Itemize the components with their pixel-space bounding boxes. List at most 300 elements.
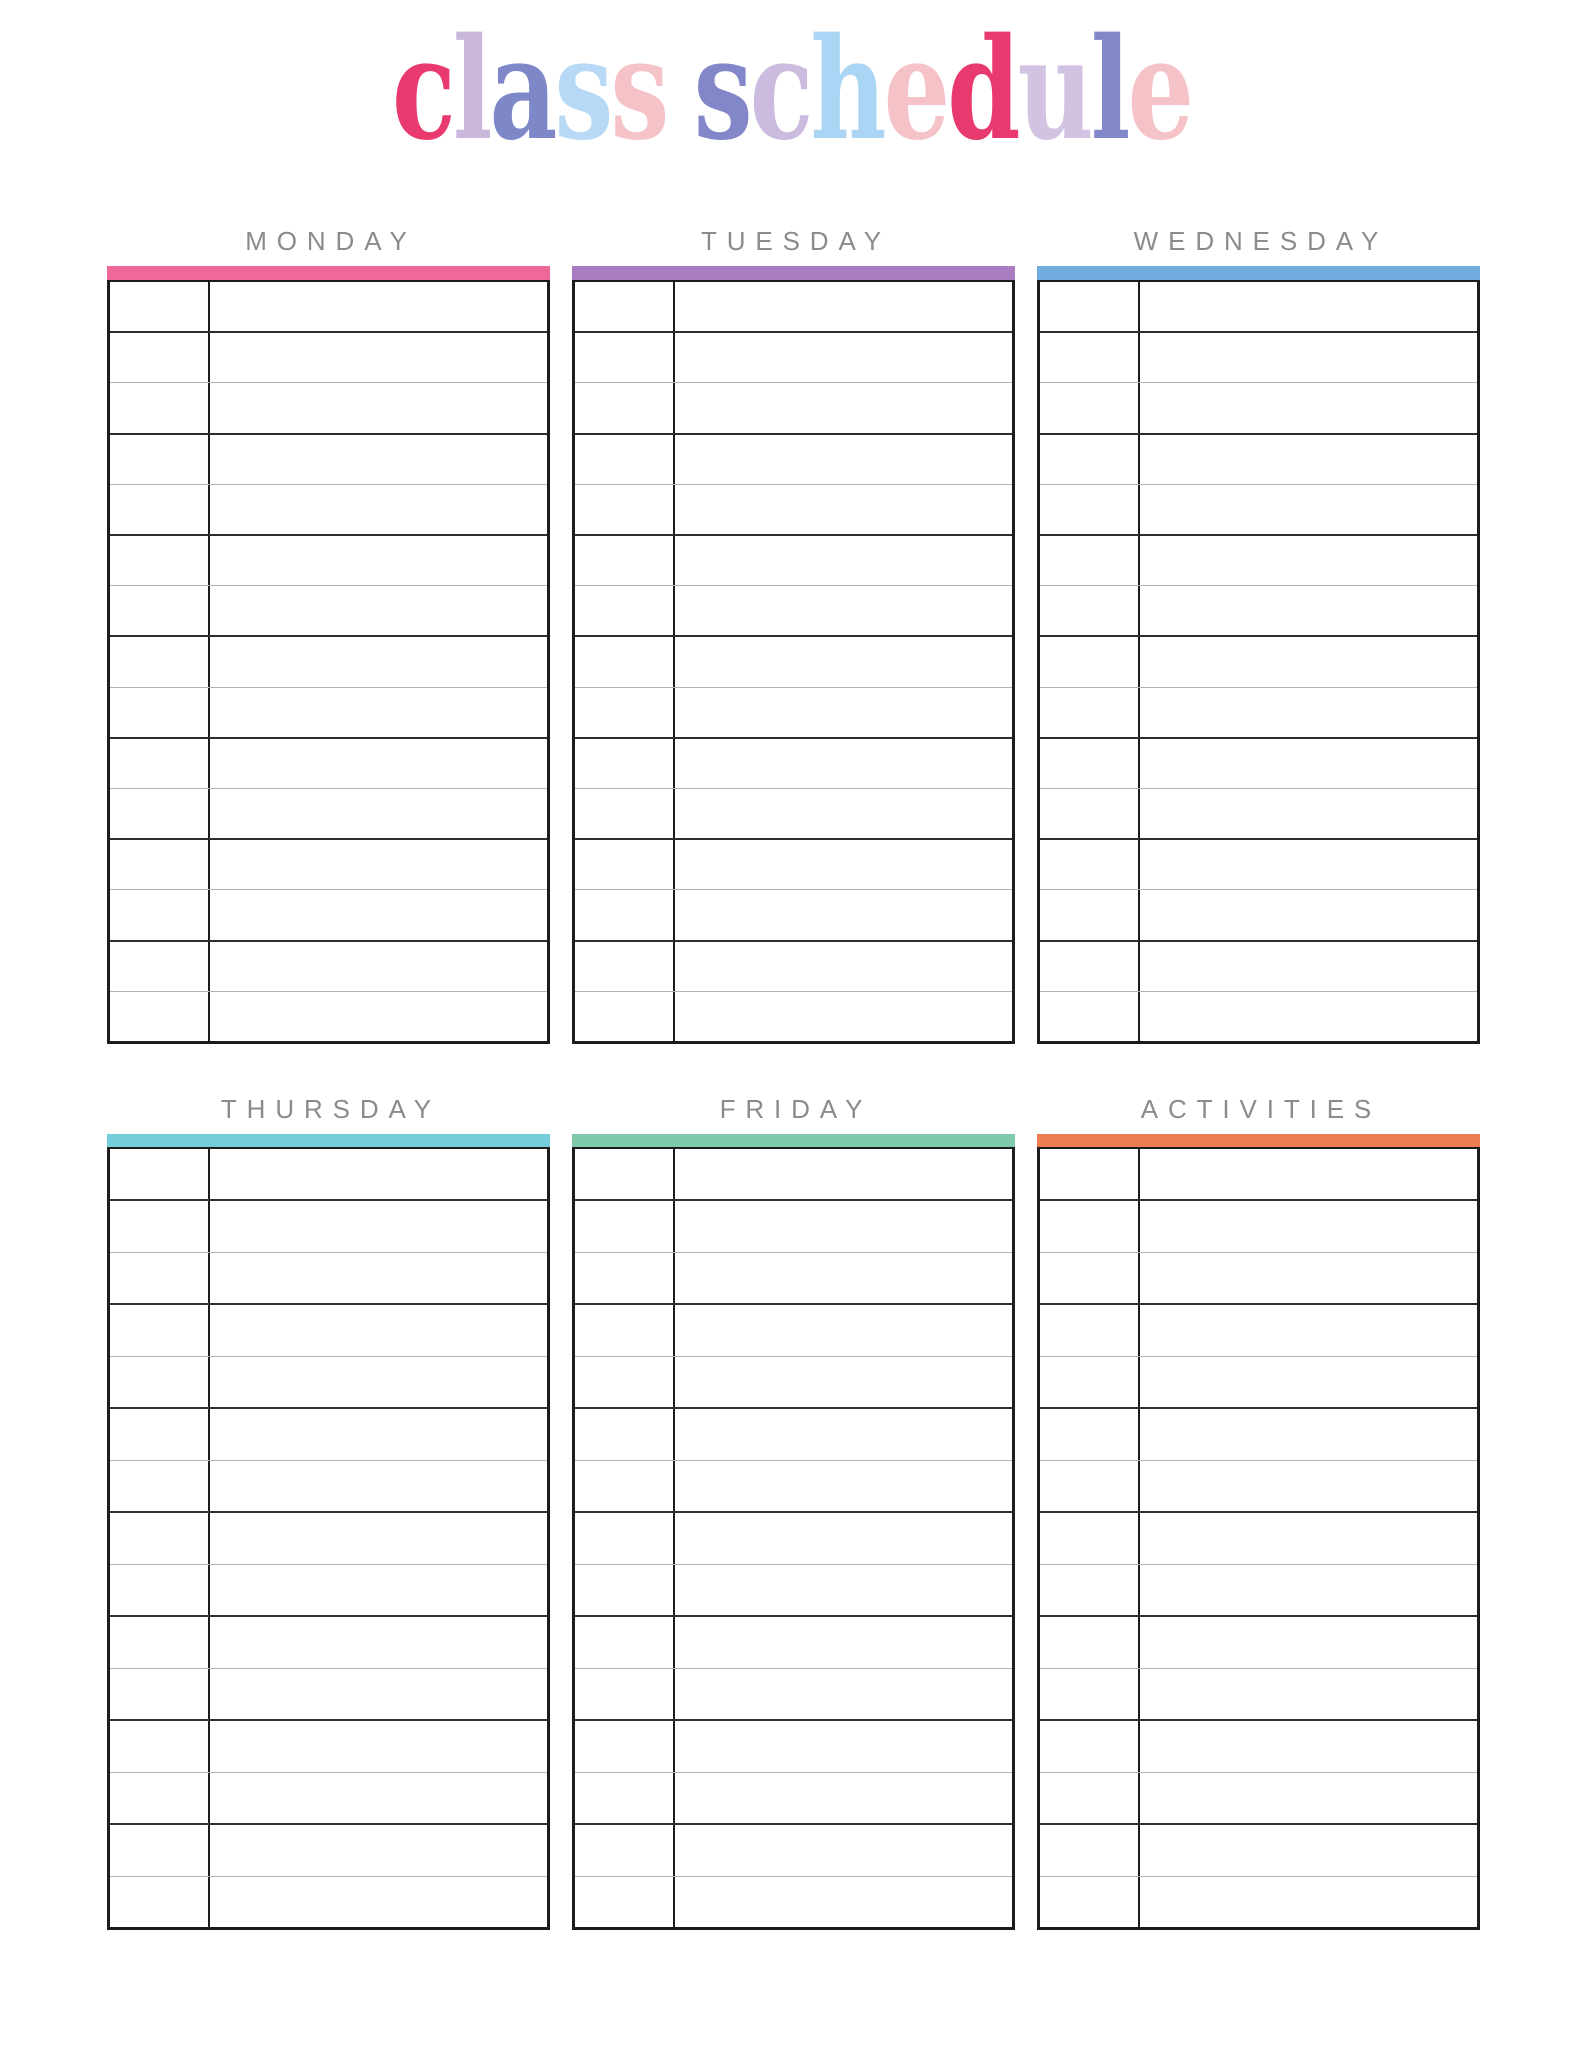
time-cell <box>110 1513 210 1563</box>
time-cell <box>110 992 210 1041</box>
entry-cell <box>675 1721 1012 1771</box>
entry-cell <box>210 1773 547 1823</box>
time-cell <box>110 1721 210 1771</box>
time-cell <box>575 1617 675 1667</box>
entry-cell <box>675 1357 1012 1407</box>
schedule-row <box>1040 838 1477 889</box>
title-letter: a <box>489 8 555 172</box>
schedule-row <box>110 1564 547 1615</box>
time-cell <box>110 383 210 432</box>
time-cell <box>1040 282 1140 331</box>
schedule-row <box>575 1876 1012 1927</box>
time-cell <box>575 739 675 788</box>
title-letter: l <box>452 8 490 172</box>
time-cell <box>110 435 210 484</box>
panel-accent-bar <box>1037 1134 1480 1147</box>
time-cell <box>575 536 675 585</box>
entry-cell <box>675 383 1012 432</box>
panel-tuesday <box>572 218 1015 1044</box>
entry-cell <box>1140 637 1477 686</box>
panel-accent-bar <box>572 1134 1015 1147</box>
entry-cell <box>1140 1877 1477 1927</box>
time-cell <box>110 1565 210 1615</box>
title-letter: s <box>693 8 750 172</box>
entry-cell <box>1140 1617 1477 1667</box>
entry-cell <box>675 942 1012 991</box>
schedule-row <box>1040 585 1477 635</box>
schedule-row <box>1040 1356 1477 1407</box>
entry-cell <box>210 942 547 991</box>
schedule-row <box>1040 1303 1477 1355</box>
time-cell <box>575 688 675 737</box>
schedule-row <box>1040 788 1477 838</box>
entry-cell <box>210 333 547 382</box>
entry-cell <box>1140 1461 1477 1511</box>
time-cell <box>110 1669 210 1719</box>
schedule-row <box>575 1511 1012 1563</box>
entry-cell <box>675 1825 1012 1875</box>
entry-cell <box>1140 1357 1477 1407</box>
entry-cell <box>210 789 547 838</box>
title-letter: e <box>883 8 948 172</box>
entry-cell <box>675 1565 1012 1615</box>
time-cell <box>1040 586 1140 635</box>
schedule-row <box>110 889 547 939</box>
schedule-table-thursday <box>107 1147 550 1930</box>
time-cell <box>575 1773 675 1823</box>
schedule-row <box>110 1252 547 1303</box>
schedule-row <box>110 1356 547 1407</box>
time-cell <box>110 890 210 939</box>
schedule-row <box>1040 282 1477 331</box>
title-letter: h <box>810 8 884 172</box>
time-cell <box>575 992 675 1041</box>
entry-cell <box>210 1877 547 1927</box>
schedule-grid-top <box>107 218 1480 1044</box>
time-cell <box>110 1825 210 1875</box>
schedule-row <box>110 534 547 585</box>
schedule-row <box>1040 1149 1477 1199</box>
schedule-row <box>575 788 1012 838</box>
panel-accent-bar <box>1037 266 1480 280</box>
schedule-grid-bottom <box>107 1086 1480 1930</box>
schedule-row <box>575 1252 1012 1303</box>
time-cell <box>575 890 675 939</box>
time-cell <box>110 1149 210 1199</box>
entry-cell <box>210 1149 547 1199</box>
time-cell <box>1040 1513 1140 1563</box>
time-cell <box>575 333 675 382</box>
title-letter: c <box>391 8 453 172</box>
schedule-row <box>1040 687 1477 737</box>
entry-cell <box>1140 890 1477 939</box>
schedule-row <box>110 1199 547 1251</box>
panel-thursday <box>107 1086 550 1930</box>
panel-accent-bar <box>572 266 1015 280</box>
entry-cell <box>1140 1669 1477 1719</box>
schedule-row <box>110 838 547 889</box>
schedule-row <box>110 940 547 991</box>
entry-cell <box>1140 688 1477 737</box>
entry-cell <box>1140 1409 1477 1459</box>
schedule-row <box>575 889 1012 939</box>
schedule-row <box>575 737 1012 788</box>
panel-activities <box>1037 1086 1480 1930</box>
time-cell <box>575 1877 675 1927</box>
schedule-row <box>110 484 547 534</box>
entry-cell <box>210 1513 547 1563</box>
time-cell <box>1040 637 1140 686</box>
schedule-row <box>110 1303 547 1355</box>
schedule-row <box>575 1199 1012 1251</box>
time-cell <box>110 688 210 737</box>
entry-cell <box>1140 1253 1477 1303</box>
schedule-row <box>575 282 1012 331</box>
title-letter: s <box>554 8 611 172</box>
panel-title-activities: ACTIVITIES <box>1140 1094 1382 1124</box>
schedule-row <box>575 1772 1012 1823</box>
time-cell <box>110 282 210 331</box>
entry-cell <box>1140 1513 1477 1563</box>
entry-cell <box>210 1201 547 1251</box>
schedule-row <box>1040 940 1477 991</box>
schedule-row <box>1040 737 1477 788</box>
entry-cell <box>1140 942 1477 991</box>
entry-cell <box>210 1721 547 1771</box>
schedule-row <box>110 1876 547 1927</box>
entry-cell <box>675 840 1012 889</box>
schedule-row <box>575 635 1012 686</box>
entry-cell <box>210 637 547 686</box>
time-cell <box>575 1409 675 1459</box>
time-cell <box>1040 1409 1140 1459</box>
time-cell <box>1040 435 1140 484</box>
schedule-row <box>110 1149 547 1199</box>
schedule-row <box>575 687 1012 737</box>
entry-cell <box>675 1669 1012 1719</box>
schedule-row <box>575 484 1012 534</box>
entry-cell <box>210 1669 547 1719</box>
time-cell <box>110 739 210 788</box>
schedule-row <box>110 331 547 382</box>
schedule-row <box>110 737 547 788</box>
entry-cell <box>1140 840 1477 889</box>
schedule-row <box>110 1407 547 1459</box>
time-cell <box>575 1565 675 1615</box>
schedule-row <box>575 331 1012 382</box>
schedule-row <box>110 991 547 1041</box>
panel-accent-bar <box>107 266 550 280</box>
schedule-row <box>1040 889 1477 939</box>
entry-cell <box>1140 536 1477 585</box>
entry-cell <box>675 1149 1012 1199</box>
time-cell <box>575 840 675 889</box>
time-cell <box>1040 840 1140 889</box>
schedule-table-activities <box>1037 1147 1480 1930</box>
entry-cell <box>675 992 1012 1041</box>
title-letter: c <box>749 8 811 172</box>
entry-cell <box>675 282 1012 331</box>
time-cell <box>1040 1773 1140 1823</box>
entry-cell <box>675 1201 1012 1251</box>
time-cell <box>575 586 675 635</box>
time-cell <box>110 1305 210 1355</box>
schedule-row <box>1040 1772 1477 1823</box>
entry-cell <box>675 1461 1012 1511</box>
entry-cell <box>210 282 547 331</box>
schedule-row <box>110 433 547 484</box>
time-cell <box>575 435 675 484</box>
entry-cell <box>1140 1825 1477 1875</box>
time-cell <box>575 282 675 331</box>
time-cell <box>1040 485 1140 534</box>
entry-cell <box>675 1409 1012 1459</box>
entry-cell <box>1140 992 1477 1041</box>
panel-title-friday: FRIDAY <box>719 1094 873 1124</box>
entry-cell <box>210 688 547 737</box>
time-cell <box>110 536 210 585</box>
entry-cell <box>675 1253 1012 1303</box>
schedule-row <box>575 585 1012 635</box>
time-cell <box>1040 1357 1140 1407</box>
schedule-row <box>110 1719 547 1771</box>
time-cell <box>1040 1721 1140 1771</box>
entry-cell <box>210 992 547 1041</box>
schedule-row <box>1040 1823 1477 1875</box>
entry-cell <box>1140 435 1477 484</box>
entry-cell <box>675 688 1012 737</box>
time-cell <box>1040 890 1140 939</box>
time-cell <box>1040 1669 1140 1719</box>
entry-cell <box>675 536 1012 585</box>
entry-cell <box>1140 789 1477 838</box>
time-cell <box>110 942 210 991</box>
schedule-row <box>1040 1564 1477 1615</box>
entry-cell <box>675 485 1012 534</box>
time-cell <box>575 1253 675 1303</box>
schedule-row <box>1040 1199 1477 1251</box>
schedule-row <box>1040 1615 1477 1667</box>
schedule-row <box>1040 534 1477 585</box>
time-cell <box>575 1149 675 1199</box>
schedule-row <box>575 1615 1012 1667</box>
time-cell <box>110 1617 210 1667</box>
schedule-row <box>575 1460 1012 1511</box>
time-cell <box>1040 1201 1140 1251</box>
entry-cell <box>210 1253 547 1303</box>
title-letter: l <box>1090 8 1128 172</box>
panel-friday <box>572 1086 1015 1930</box>
schedule-row <box>110 1511 547 1563</box>
time-cell <box>575 1305 675 1355</box>
panel-title-wednesday: WEDNESDAY <box>1133 226 1389 256</box>
title-letter: e <box>1127 8 1192 172</box>
schedule-row <box>575 1303 1012 1355</box>
schedule-row <box>1040 1511 1477 1563</box>
entry-cell <box>1140 1565 1477 1615</box>
entry-cell <box>675 1877 1012 1927</box>
entry-cell <box>210 1617 547 1667</box>
entry-cell <box>1140 1773 1477 1823</box>
time-cell <box>110 586 210 635</box>
schedule-row <box>110 1823 547 1875</box>
time-cell <box>1040 1305 1140 1355</box>
time-cell <box>1040 1877 1140 1927</box>
schedule-row <box>1040 331 1477 382</box>
time-cell <box>1040 688 1140 737</box>
schedule-table-friday <box>572 1147 1015 1930</box>
entry-cell <box>675 1305 1012 1355</box>
time-cell <box>575 1825 675 1875</box>
time-cell <box>1040 1825 1140 1875</box>
schedule-row <box>1040 1668 1477 1719</box>
time-cell <box>110 1357 210 1407</box>
entry-cell <box>210 1305 547 1355</box>
entry-cell <box>1140 383 1477 432</box>
time-cell <box>575 485 675 534</box>
schedule-row <box>1040 1460 1477 1511</box>
schedule-row <box>110 1772 547 1823</box>
title-letter: d <box>947 8 1018 172</box>
schedule-row <box>110 635 547 686</box>
entry-cell <box>1140 1149 1477 1199</box>
schedule-row <box>575 940 1012 991</box>
time-cell <box>1040 536 1140 585</box>
entry-cell <box>675 586 1012 635</box>
schedule-row <box>110 585 547 635</box>
schedule-row <box>575 534 1012 585</box>
time-cell <box>110 1201 210 1251</box>
entry-cell <box>1140 586 1477 635</box>
time-cell <box>575 1357 675 1407</box>
schedule-row <box>575 1356 1012 1407</box>
entry-cell <box>675 789 1012 838</box>
schedule-row <box>575 433 1012 484</box>
time-cell <box>575 789 675 838</box>
time-cell <box>110 789 210 838</box>
schedule-row <box>110 687 547 737</box>
schedule-row <box>575 1668 1012 1719</box>
entry-cell <box>1140 282 1477 331</box>
time-cell <box>575 1461 675 1511</box>
entry-cell <box>210 1825 547 1875</box>
time-cell <box>110 1461 210 1511</box>
schedule-row <box>575 1719 1012 1771</box>
entry-cell <box>675 739 1012 788</box>
entry-cell <box>210 1461 547 1511</box>
entry-cell <box>675 890 1012 939</box>
entry-cell <box>210 1357 547 1407</box>
entry-cell <box>675 1513 1012 1563</box>
title-letter: u <box>1017 8 1091 172</box>
schedule-row <box>575 991 1012 1041</box>
schedule-row <box>575 1407 1012 1459</box>
schedule-row <box>110 788 547 838</box>
panel-title-thursday: THURSDAY <box>220 1094 442 1124</box>
schedule-row <box>575 838 1012 889</box>
schedule-row <box>1040 433 1477 484</box>
time-cell <box>110 1773 210 1823</box>
time-cell <box>575 1201 675 1251</box>
schedule-row <box>110 1615 547 1667</box>
time-cell <box>110 1877 210 1927</box>
entry-cell <box>1140 1305 1477 1355</box>
entry-cell <box>210 435 547 484</box>
entry-cell <box>1140 1721 1477 1771</box>
title-letter: s <box>610 8 667 172</box>
entry-cell <box>210 739 547 788</box>
schedule-row <box>110 282 547 331</box>
time-cell <box>1040 942 1140 991</box>
schedule-row <box>1040 991 1477 1041</box>
entry-cell <box>1140 333 1477 382</box>
schedule-table-monday <box>107 280 550 1044</box>
schedule-row <box>575 382 1012 432</box>
schedule-row <box>575 1564 1012 1615</box>
time-cell <box>110 333 210 382</box>
entry-cell <box>210 1565 547 1615</box>
time-cell <box>1040 789 1140 838</box>
schedule-row <box>1040 635 1477 686</box>
entry-cell <box>1140 485 1477 534</box>
schedule-row <box>575 1149 1012 1199</box>
time-cell <box>1040 333 1140 382</box>
time-cell <box>575 1669 675 1719</box>
schedule-row <box>1040 382 1477 432</box>
time-cell <box>1040 1565 1140 1615</box>
time-cell <box>575 637 675 686</box>
panel-title-tuesday: TUESDAY <box>700 226 891 256</box>
time-cell <box>1040 1617 1140 1667</box>
entry-cell <box>210 383 547 432</box>
panel-accent-bar <box>107 1134 550 1147</box>
time-cell <box>575 1513 675 1563</box>
schedule-row <box>1040 484 1477 534</box>
time-cell <box>1040 739 1140 788</box>
schedule-table-wednesday <box>1037 280 1480 1044</box>
schedule-row <box>110 1668 547 1719</box>
entry-cell <box>675 637 1012 686</box>
entry-cell <box>210 485 547 534</box>
entry-cell <box>675 1773 1012 1823</box>
entry-cell <box>210 840 547 889</box>
time-cell <box>575 1721 675 1771</box>
schedule-row <box>575 1823 1012 1875</box>
panel-wednesday <box>1037 218 1480 1044</box>
time-cell <box>1040 1253 1140 1303</box>
time-cell <box>1040 383 1140 432</box>
panel-monday <box>107 218 550 1044</box>
entry-cell <box>210 890 547 939</box>
entry-cell <box>1140 739 1477 788</box>
schedule-row <box>1040 1252 1477 1303</box>
time-cell <box>110 637 210 686</box>
schedule-row <box>110 382 547 432</box>
entry-cell <box>675 333 1012 382</box>
time-cell <box>1040 1461 1140 1511</box>
time-cell <box>110 840 210 889</box>
schedule-row <box>1040 1876 1477 1927</box>
time-cell <box>575 383 675 432</box>
entry-cell <box>1140 1201 1477 1251</box>
schedule-table-tuesday <box>572 280 1015 1044</box>
time-cell <box>110 485 210 534</box>
schedule-row <box>110 1460 547 1511</box>
time-cell <box>110 1409 210 1459</box>
time-cell <box>1040 1149 1140 1199</box>
time-cell <box>110 1253 210 1303</box>
page-title <box>198 8 1385 172</box>
